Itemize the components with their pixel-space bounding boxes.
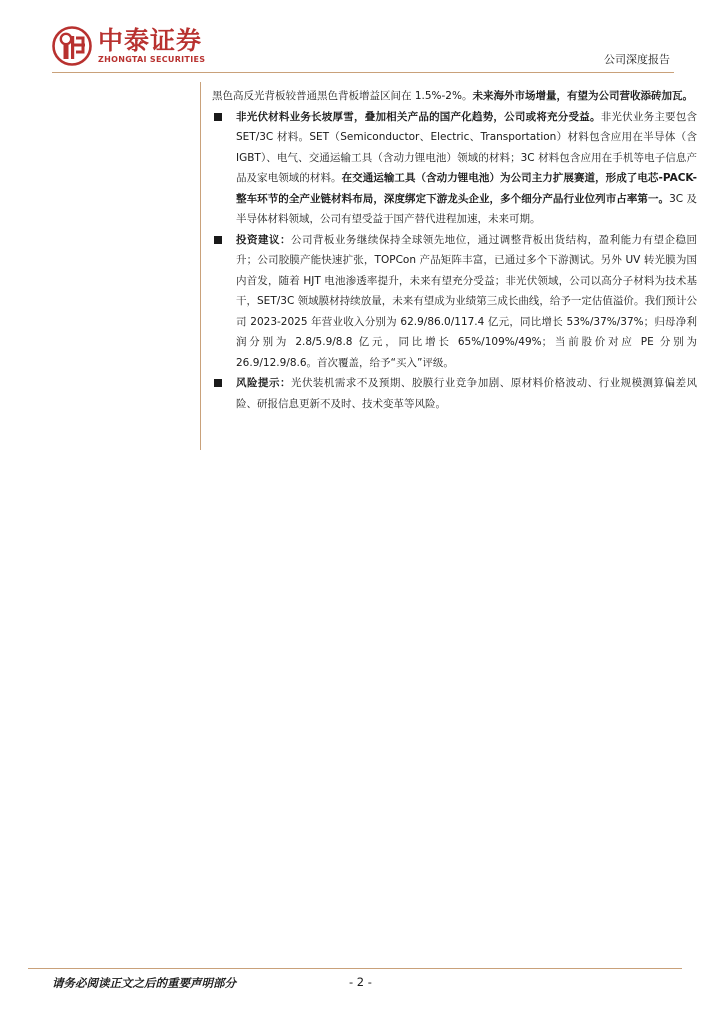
content-left-rule: [200, 82, 201, 450]
square-bullet-icon: [214, 379, 222, 387]
paragraph-text: 光伏装机需求不及预期、胶膜行业竞争加剧、原材料价格波动、行业规模测算偏差风险、研报信息更新不及时、技术变革等风险。: [236, 377, 698, 410]
footer-divider: [28, 968, 682, 969]
logo-wordmark: [98, 27, 205, 65]
paragraph-text-bold: 未来海外市场增量，有望为公司营收添砖加瓦。: [472, 90, 693, 102]
bullet-non-pv-business: [212, 107, 697, 230]
paragraph-text: 公司背板业务继续保持全球领先地位，通过调整背板出货结构，盈利能力有望企稳回升；公司胶膜产能快速扩张，TOPCon 产品矩阵丰富，已通过多个下游测试。另外 UV 转光膜为国内首发，随着 HJT 电池渗透率提升，未来有望充分受益；非光伏领域，公司以高分子材料为技术基干，SET/3C 领域膜材持续放量，未来有望成为业绩第三成长曲线，给予一定估值溢价。我们预计公司 2023-2025 年营业收入分别为 62.9/86.0/117.4 亿元，同比增长 53%/37%/37%；归母净利润分别为 2.8/5.9/8.8 亿元，同比增长 65%/109%/49%；当前股价对应 PE 分别为 26.9/12.9/8.6。首次覆盖，给予“买入”评级。: [236, 233, 698, 369]
square-bullet-icon: [214, 236, 222, 244]
square-bullet-icon: [214, 113, 222, 121]
company-logo: [52, 26, 205, 66]
paragraph-text: 3C 及半导体材料领域，公司有望受益于国产替代进程加速，未来可期。: [236, 192, 697, 225]
paragraph-continuation: [212, 86, 697, 107]
paragraph-text-bold: 非光伏材料业务长坡厚雪，叠加相关产品的国产化趋势，公司或将充分受益。: [236, 110, 601, 123]
paragraph-heading: 投资建议：: [236, 233, 291, 246]
report-body: [212, 86, 697, 414]
report-type-label: 公司深度报告: [604, 53, 670, 66]
page-header: [0, 0, 724, 80]
page-number: - 2 -: [349, 975, 372, 989]
logo-english-name: ZHONGTAI SECURITIES: [98, 55, 206, 64]
paragraph-investment: [236, 230, 697, 374]
paragraph-risk: [236, 373, 697, 414]
header-divider: [52, 72, 674, 73]
paragraph-non-pv: [236, 107, 697, 230]
bullet-risk-warning: [212, 373, 697, 414]
disclaimer-note: 请务必阅读正文之后的重要声明部分: [52, 976, 236, 990]
paragraph-text: 非光伏业务主要包含 SET/3C 材料。SET（Semiconductor、Electric、Transportation）材料包含应用在半导体（含 IGBT）、电气、交通运输工具（含动力锂电池）领域的材料；3C 材料包含应用在手机等电子信息产品及家电领域的材料。: [236, 110, 698, 184]
paragraph-text: 黑色高反光背板较普通黑色背板增益区间在 1.5%-2%。: [212, 90, 473, 102]
paragraph-text-bold: 在交通运输工具（含动力锂电池）为公司主力扩展赛道，形成了电芯-PACK-整车环节的全产业链材料布局，深度绑定下游龙头企业，多个细分产品行业位列市占率第一。: [236, 172, 697, 205]
zhongtai-logo-icon: [52, 26, 92, 66]
paragraph-heading: 风险提示：: [236, 377, 291, 389]
logo-chinese-name: 中泰证券: [98, 26, 203, 55]
bullet-investment-advice: [212, 230, 697, 374]
